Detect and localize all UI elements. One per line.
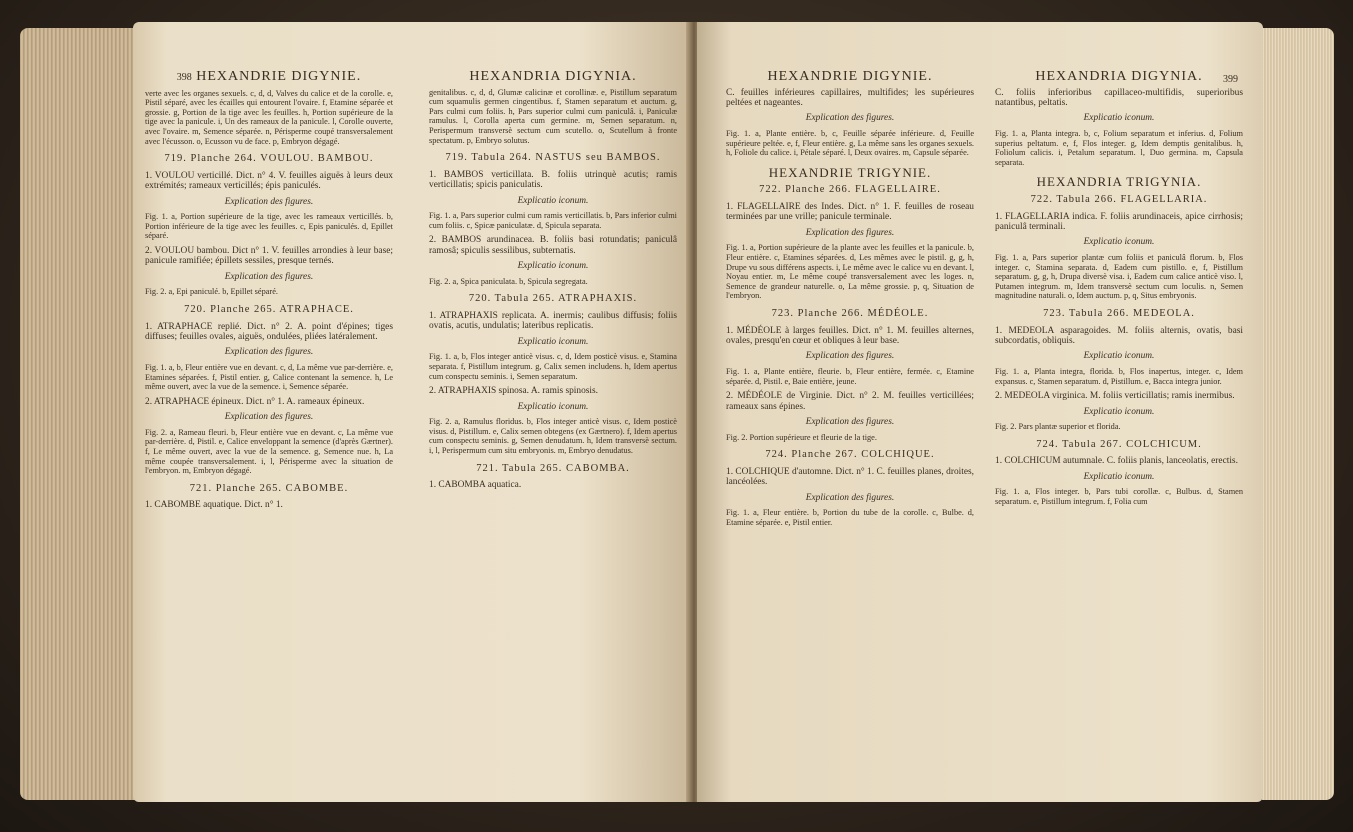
plate-heading: 721. Tabula 265. CABOMBA. <box>476 462 630 474</box>
explication-heading: Explicatio iconum. <box>1083 471 1155 482</box>
explication-heading: Explication des figures. <box>224 412 314 423</box>
left-french-text <box>145 89 393 511</box>
plate-heading: 719. Tabula 264. NASTUS seu BAMBOS. <box>445 152 661 164</box>
figure-explanation: Fig. 1. a, Plante entière. b, c, Feuille séparée inférieure. d, Feuille supérieure peltée. e, f, Fleur entière. g, La même sans les organes sexuels. h, Foliole du calice. i, Pétale séparé. l, Deux ovaires. m, Capsule séparée. <box>726 129 974 158</box>
species-entry: 1. MÉDÉOLE à larges feuilles. Dict. n° 1. M. feuilles alternes, ovales, presqu'en cœur et obliques à leur base. <box>726 325 974 346</box>
species-entry: 2. VOULOU bambou. Dict n° 1. V. feuilles arrondies à leur base; panicule ramifiée; épillets sessiles, presque ternés. <box>145 245 393 267</box>
species-entry: 2. MÉDÉOLE de Virginie. Dict. n° 2. M. feuilles verticillées; rameaux sans épines. <box>726 391 974 412</box>
species-entry: 1. ATRAPHAXIS replicata. A. inermis; caulibus diffusis; foliis ovatis, acutis, undulatis; lateribus replicatis. <box>429 310 677 332</box>
running-head: HEXANDRIE DIGYNIE. <box>767 69 933 84</box>
explication-heading: Explication des figures. <box>805 416 895 427</box>
figure-explanation: Fig. 2. a, Rameau fleuri. b, Fleur entière vue en devant. c, La même vue par-derrière. d, Pistil. e, Calice enveloppant la semence (d'après Gærtner). f, Le même ouvert, avec la vue de la semence. g, Semence nue. h, La même coupée transversalement. i, l, Périsperme avec la situation de l'embryon. m, Embryon dégagé. <box>145 427 393 476</box>
explication-heading: Explicatio iconum. <box>1083 406 1155 417</box>
explication-heading: Explication des figures. <box>805 227 895 238</box>
species-entry: 2. ATRAPHACE épineux. Dict. n° 1. A. rameaux épineux. <box>145 396 365 407</box>
right-page-edges <box>1262 28 1334 800</box>
figure-explanation: Fig. 1. a, Portion supérieure de la tige, avec les rameaux verticillés. b, Portion inférieure de la tige avec les feuilles. c, Epis paniculés. d, Epillet séparé. <box>145 212 393 241</box>
species-entry: 1. MEDEOLA asparagoides. M. foliis alternis, ovatis, basi subcordatis, obliquis. <box>995 325 1243 346</box>
plate-heading: 720. Planche 265. ATRAPHACE. <box>184 303 354 315</box>
running-head: HEXANDRIA DIGYNIA. <box>469 69 637 84</box>
explication-heading: Explication des figures. <box>805 351 895 362</box>
species-entry: 1. FLAGELLARIA indica. F. foliis arundinaceis, apice cirrhosis; paniculâ terminali. <box>995 211 1243 232</box>
right-french-column <box>726 69 974 532</box>
plate-heading: 722. Planche 266. FLAGELLAIRE. <box>759 184 941 196</box>
explication-heading: Explicatio iconum. <box>1083 351 1155 362</box>
species-entry: 2. BAMBOS arundinacea. B. foliis basi rotundatis; paniculâ ramosâ; spiculis sessilibus, subternatis. <box>429 235 677 256</box>
figure-explanation: genitalibus. c, d, d, Glumæ calicinæ et corollinæ. e, Pistillum separatum cum squamulis germen cingentibus. f, Stamen separatum et auctum. g, Pars culmi cum foliis. h, Pars superior culmi cum paniculâ. i, Paniculæ ramulus. l, Corolla aperta cum germine. m, Semen separatum. n, Perispermum transversè sectum cum scutello. o, Scutellum à fronte spectatum. p, Embryo solutus. <box>429 87 677 145</box>
species-entry: C. foliis inferioribus capillaceo-multifidis, superioribus natantibus, peltatis. <box>995 87 1243 108</box>
figure-explanation: Fig. 1. a, b, Flos integer anticè visus. c, d, Idem posticè visus. e, Stamina separata. f, Pistillum integrum. g, Calix semen includens. h, Idem apertus cum conspectu seminis. i, Semen separatum. <box>429 352 677 381</box>
explication-heading: Explicatio iconum. <box>517 401 589 412</box>
left-page-edges <box>20 28 136 800</box>
figure-explanation: Fig. 1. a, b, Fleur entière vue en devant. c, d, La même vue par-derrière. e, Etamines séparées. f, Pistil entier. g, Calice contenant la semence. h, Le même ouvert, avec la vue de la semence. i, Semence séparée. <box>145 362 393 392</box>
figure-explanation: Fig. 1. a, Flos integer. b, Pars tubi corollæ. c, Bulbus. d, Stamen separatum. e, Pistillum integrum. f, Folia cum <box>995 487 1243 506</box>
right-french-text <box>726 69 974 527</box>
left-latin-column <box>429 69 677 496</box>
left-latin-text <box>429 69 677 491</box>
left-page-number: 398 <box>176 72 192 83</box>
figure-explanation: Fig. 1. a, Pars superior culmi cum ramis verticillatis. b, Pars inferior culmi cum foliis. c, Spicæ paniculatæ. d, Spicula separata. <box>429 211 677 230</box>
left-page <box>133 22 691 802</box>
explication-heading: Explication des figures. <box>805 492 895 503</box>
plate-heading: 723. Tabula 266. MEDEOLA. <box>1043 307 1195 319</box>
figure-explanation: Fig. 1. a, Fleur entière. b, Portion du tube de la corolle. c, Bulbe. d, Etamine séparée. e, Pistil entier. <box>726 508 974 527</box>
species-entry: 2. ATRAPHAXIS spinosa. A. ramis spinosis. <box>429 386 599 397</box>
figure-explanation: Fig. 2. a, Epi paniculé. b, Epillet séparé. <box>145 287 278 297</box>
figure-explanation: Fig. 1. a, Portion supérieure de la plante avec les feuilles et la panicule. b, Fleur entière. c, Etamines séparées. d, Les mêmes avec le pistil. g, g, h, Drupe vu sous différens aspects. i, Le même avec le calice vu en devant. l, Noyau entier. m, Le même coupé transversalement avec les loges. n, Semence de grandeur naturelle. o, La même grossie. p, q, Situation de l'embryon. <box>726 243 974 301</box>
explication-heading: Explicatio iconum. <box>517 261 589 272</box>
figure-explanation: Fig. 1. a, Pars superior plantæ cum foliis et paniculâ florum. b, Flos integer. c, Stamina separata. d, Eadem cum pistillo. e, f, Pistillum separatum. g, g, h, Drupa diversè visa. i, Eadem cum calice anticè viso. l, Putamen integrum. m, Idem transversè sectum cum loculis. n, Semen magnitudine naturali. o, Idem auctum. p, q, Situs embryonis. <box>995 252 1243 301</box>
plate-heading: 721. Planche 265. CABOMBE. <box>189 482 349 494</box>
plate-heading: 722. Tabula 266. FLAGELLARIA. <box>1030 193 1208 205</box>
figure-explanation: Fig. 1. a, Planta integra. b, c, Folium separatum et inferius. d, Folium superius peltatum. e, f, Flos integer. g, Idem demptis genitalibus. h, Foliolum calicis. i, Petalum separatum. l, Duo germina. m, Capsula separata. <box>995 129 1243 167</box>
right-page-number: 399 <box>1223 74 1238 85</box>
section-heading: HEXANDRIA TRIGYNIA. <box>1036 174 1202 190</box>
species-entry: 1. BAMBOS verticillata. B. foliis utrinquè acutis; ramis verticillatis; spicis paniculatis. <box>429 169 677 191</box>
figure-explanation: Fig. 2. a, Ramulus floridus. b, Flos integer anticè visus. c, Idem posticè visus. d, Pistillum. e, Calix semen obtegens (ex Gærtnero). f, Idem apertus cum conspectu seminis. g, Semen denudatum. h, Idem transversè sectum. i, l, Perispermum cum situ embryonis. m, Embryo denudatus. <box>429 417 677 455</box>
species-entry: C. feuilles inférieures capillaires, multifides; les supérieures peltées et nageantes. <box>726 87 974 108</box>
plate-heading: 724. Planche 267. COLCHIQUE. <box>765 449 935 461</box>
plate-heading: 724. Tabula 267. COLCHICUM. <box>1036 438 1202 450</box>
explication-heading: Explicatio iconum. <box>1083 237 1155 248</box>
species-entry: 1. ATRAPHACE replié. Dict. n° 2. A. point d'épines; tiges diffuses; feuilles ovales, aiguës, ondulées, pliées latéralement. <box>145 321 393 342</box>
explication-heading: Explicatio iconum. <box>517 195 589 206</box>
species-entry: 1. CABOMBE aquatique. Dict. n° 1. <box>145 500 283 511</box>
species-entry: 1. FLAGELLAIRE des Indes. Dict. n° 1. F. feuilles de roseau terminées par une vrille; panicule terminale. <box>726 201 974 223</box>
right-latin-text <box>995 69 1243 507</box>
left-french-column <box>145 69 393 516</box>
section-heading: HEXANDRIE TRIGYNIE. <box>768 164 932 180</box>
species-entry: 1. COLCHIQUE d'automne. Dict. n° 1. C. feuilles planes, droites, lancéolées. <box>726 466 974 488</box>
figure-explanation: Fig. 1. a, Planta integra, florida. b, Flos inapertus, integer. c, Idem expansus. c, Stamen separatum. d, Pistillum. e, Bacca integra junior. <box>995 366 1243 386</box>
figure-explanation: Fig. 1. a, Plante entière, fleurie. b, Fleur entière, fermée. c, Etamine séparée. d, Pistil. e, Baie entière, jeune. <box>726 366 974 386</box>
running-head: HEXANDRIA DIGYNIA. <box>1035 69 1203 84</box>
right-latin-column <box>995 69 1243 512</box>
right-page <box>697 22 1263 802</box>
figure-explanation: Fig. 2. a, Spica paniculata. b, Spicula segregata. <box>429 276 588 286</box>
figure-explanation: verte avec les organes sexuels. c, d, d, Valves du calice et de la corolle. e, Pistil séparé, avec les écailles qui entourent l'ovaire. f, Etamine séparée et grossie. g, Portion de la tige avec les feuilles. h, Portion supérieure de la tige avec la panicule. i, Un des rameaux de la panicule. l, Corolle ouverte, avec l'ovaire. m, Semence séparée. n, Périsperme coupé transversalement avec l'écusson. o, Ecusson vu de face. p, Embryon dégagé. <box>145 88 393 146</box>
explication-heading: Explication des figures. <box>224 196 314 207</box>
figure-explanation: Fig. 2. Portion supérieure et fleurie de la tige. <box>726 432 877 442</box>
species-entry: 2. MEDEOLA virginica. M. foliis verticillatis; ramis inermibus. <box>995 391 1235 402</box>
species-entry: 1. COLCHICUM autumnale. C. foliis planis, lanceolatis, erectis. <box>995 456 1238 467</box>
figure-explanation: Fig. 2. Pars plantæ superior et florida. <box>995 422 1121 432</box>
species-entry: 1. CABOMBA aquatica. <box>429 480 522 491</box>
explication-heading: Explication des figures. <box>805 113 895 124</box>
left-running-head-title: HEXANDRIE DIGYNIE. <box>196 69 362 84</box>
plate-heading: 720. Tabula 265. ATRAPHAXIS. <box>468 293 638 305</box>
explication-heading: Explication des figures. <box>224 271 314 282</box>
species-entry: 1. VOULOU verticillé. Dict. n° 4. V. feuilles aiguës à leurs deux extrémités; rameaux verticillés; épis paniculés. <box>145 170 393 192</box>
explication-heading: Explicatio iconum. <box>1083 113 1155 124</box>
explication-heading: Explication des figures. <box>224 347 314 358</box>
plate-heading: 723. Planche 266. MÉDÉOLE. <box>771 307 929 319</box>
explication-heading: Explicatio iconum. <box>517 336 589 347</box>
left-running-head <box>145 69 393 84</box>
plate-heading: 719. Planche 264. VOULOU. BAMBOU. <box>164 153 374 165</box>
